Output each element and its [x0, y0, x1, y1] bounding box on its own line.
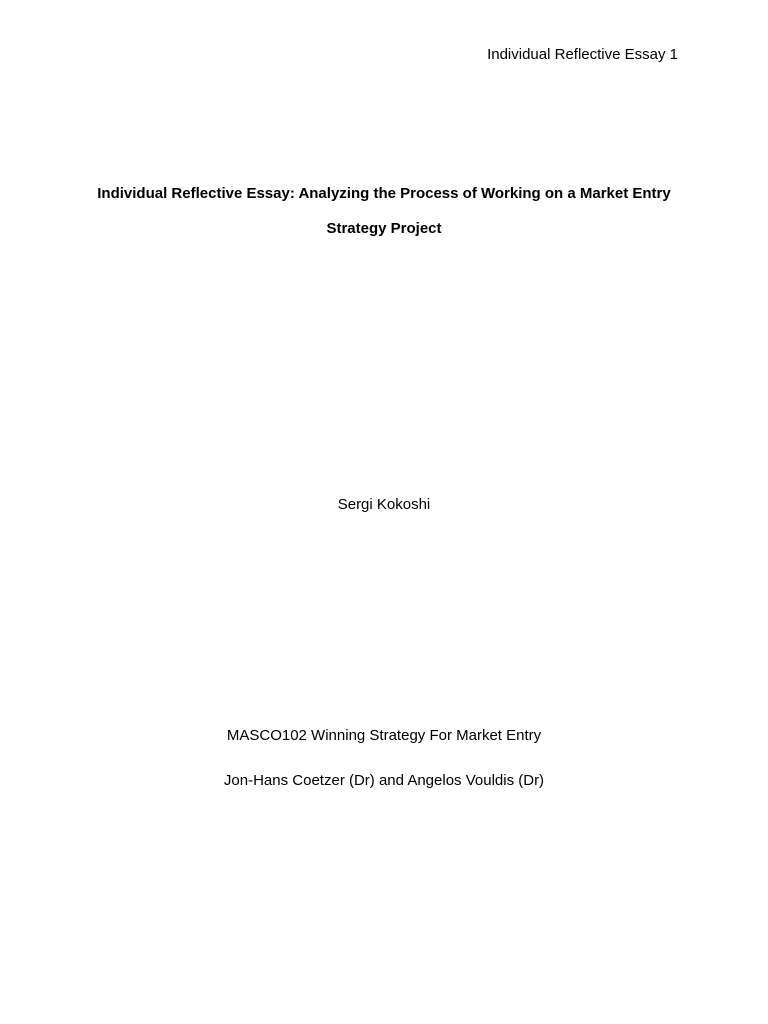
author-name: Sergi Kokoshi: [337, 496, 431, 513]
course-name: MASCO102 Winning Strategy For Market Entry: [226, 727, 542, 744]
essay-title-line-1: Individual Reflective Essay: Analyzing the Process of Working on a Market Entry: [97, 185, 671, 202]
instructor-names: Jon-Hans Coetzer (Dr) and Angelos Vouldis (Dr): [223, 772, 545, 789]
essay-title-line-2: Strategy Project: [326, 220, 442, 237]
running-head: Individual Reflective Essay 1: [487, 46, 678, 63]
